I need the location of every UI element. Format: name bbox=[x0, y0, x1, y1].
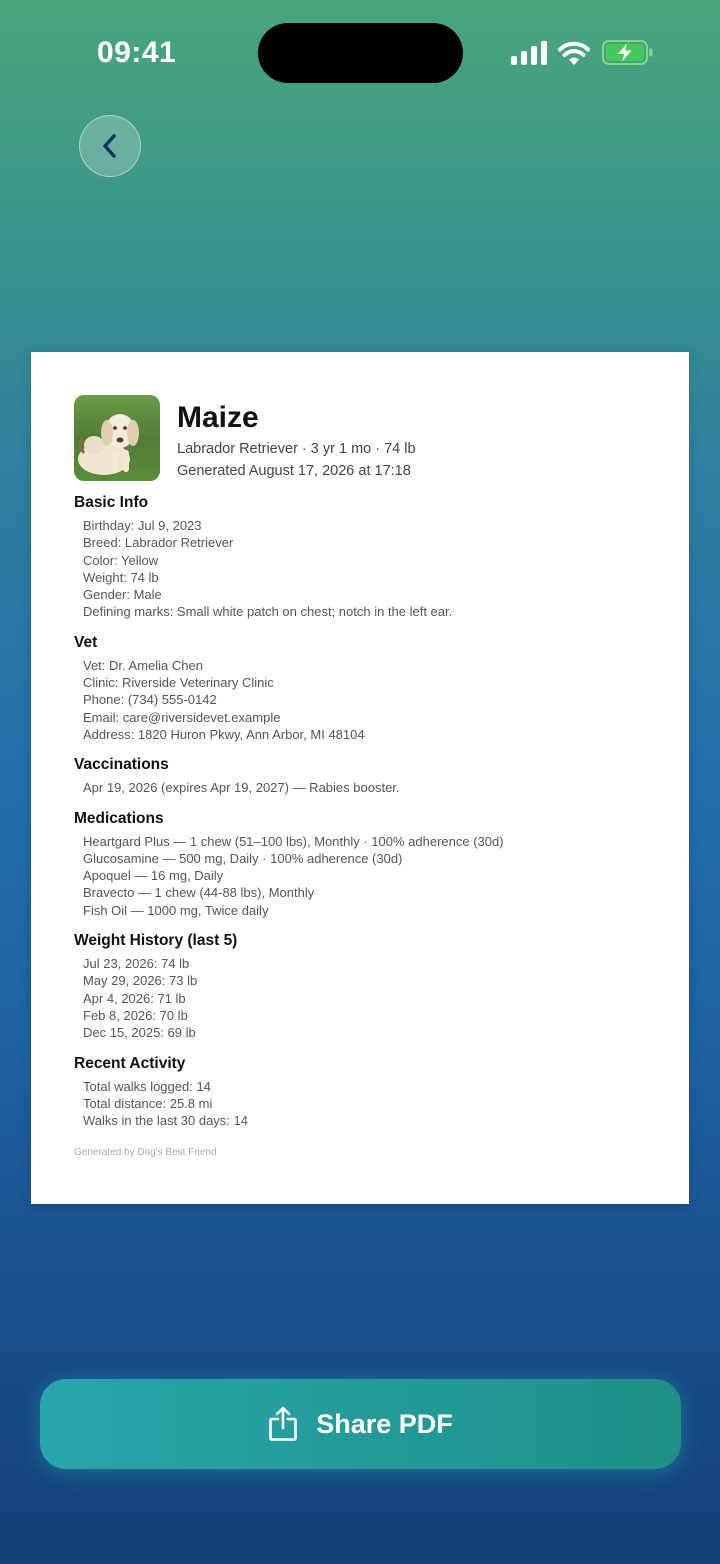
pet-name: Maize bbox=[177, 401, 259, 434]
info-line: Heartgard Plus — 1 chew (51–100 lbs), Monthly · 100% adherence (30d) bbox=[83, 833, 504, 849]
info-line: Apr 4, 2026: 71 lb bbox=[83, 990, 186, 1006]
section-recent-activity bbox=[74, 1055, 654, 1130]
section-medications bbox=[74, 810, 654, 919]
info-line: Address: 1820 Huron Pkwy, Ann Arbor, MI 48104 bbox=[83, 726, 365, 742]
info-line: Glucosamine — 500 mg, Daily · 100% adherence (30d) bbox=[83, 850, 403, 866]
share-pdf-button[interactable] bbox=[40, 1379, 681, 1469]
info-line: Weight: 74 lb bbox=[83, 569, 159, 585]
info-line: Color: Yellow bbox=[83, 552, 159, 568]
info-line: Phone: (734) 555-0142 bbox=[83, 692, 217, 708]
section-title: Vaccinations bbox=[74, 756, 169, 774]
status-bar bbox=[0, 0, 720, 100]
back-button[interactable] bbox=[79, 115, 141, 177]
info-line: Birthday: Jul 9, 2023 bbox=[83, 518, 202, 533]
info-line: Total walks logged: 14 bbox=[83, 1078, 211, 1094]
pdf-preview bbox=[31, 352, 689, 1204]
report-sections bbox=[74, 494, 654, 1142]
info-line: Walks in the last 30 days: 14 bbox=[83, 1113, 248, 1129]
info-line: May 29, 2026: 73 lb bbox=[83, 973, 198, 989]
info-line: Vet: Dr. Amelia Chen bbox=[83, 657, 203, 673]
section-title: Basic Info bbox=[74, 494, 149, 511]
dynamic-island bbox=[258, 23, 463, 83]
section-title: Medications bbox=[74, 809, 164, 827]
info-line: Gender: Male bbox=[83, 587, 162, 603]
section-title: Weight History (last 5) bbox=[74, 932, 238, 950]
pet-avatar bbox=[74, 395, 160, 481]
battery-charging-icon bbox=[602, 40, 654, 65]
info-line: Total distance: 25.8 mi bbox=[83, 1095, 213, 1111]
info-line: Fish Oil — 1000 mg, Twice daily bbox=[83, 902, 269, 918]
section-weight-history bbox=[74, 932, 654, 1041]
share-icon bbox=[268, 1406, 298, 1442]
wifi-icon bbox=[557, 38, 591, 66]
info-line: Email: care@riversidevet.example bbox=[83, 709, 281, 725]
cellular-signal-icon bbox=[511, 41, 547, 65]
chevron-left-icon bbox=[100, 133, 120, 159]
status-time: 09:41 bbox=[97, 36, 177, 69]
info-line: Jul 23, 2026: 74 lb bbox=[83, 956, 190, 972]
pet-header bbox=[74, 395, 654, 485]
section-basic-info bbox=[74, 494, 654, 621]
info-line: Breed: Labrador Retriever bbox=[83, 535, 234, 551]
section-title: Vet bbox=[74, 633, 98, 651]
info-line: Apr 19, 2026 (expires Apr 19, 2027) — Rabies booster. bbox=[83, 780, 400, 796]
share-label: Share PDF bbox=[316, 1408, 453, 1439]
info-line: Defining marks: Small white patch on chest; notch in the left ear. bbox=[83, 604, 453, 620]
info-line: Bravecto — 1 chew (44-88 lbs), Monthly bbox=[83, 885, 315, 901]
generated-date: Generated August 17, 2026 at 17:18 bbox=[177, 463, 411, 479]
info-line: Dec 15, 2025: 69 lb bbox=[83, 1025, 196, 1041]
section-title: Recent Activity bbox=[74, 1054, 186, 1072]
info-line: Feb 8, 2026: 70 lb bbox=[83, 1007, 188, 1023]
footer-note: Generated by Dog's Best Friend bbox=[74, 1147, 217, 1158]
info-line: Clinic: Riverside Veterinary Clinic bbox=[83, 675, 274, 691]
section-vaccinations bbox=[74, 756, 654, 796]
section-vet bbox=[74, 634, 654, 743]
pet-summary: Labrador Retriever · 3 yr 1 mo · 74 lb bbox=[177, 441, 416, 457]
info-line: Apoquel — 16 mg, Daily bbox=[83, 868, 224, 884]
